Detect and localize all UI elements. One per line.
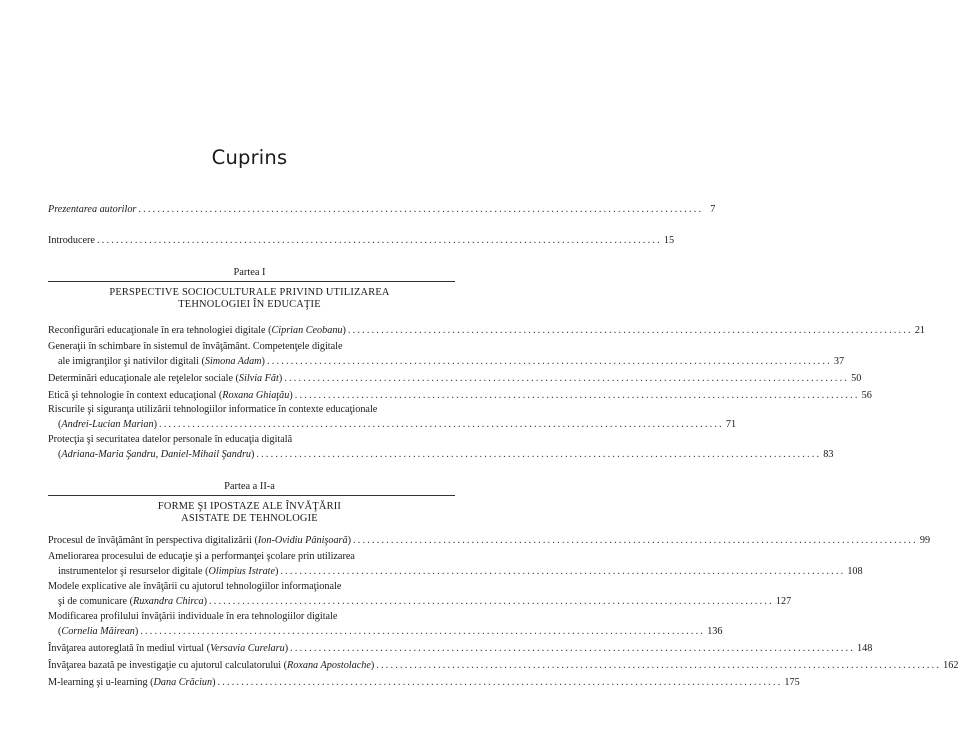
toc-entry-title: Prezentarea autorilor [48, 204, 137, 215]
toc-entry[interactable]: Învăţarea bazată pe investigaţie cu ajutorul calculatorului (Roxana Apostolache) ....................................................................................................................... 162 [48, 660, 958, 671]
toc-entry[interactable]: Riscurile şi siguranţa utilizării tehnologiilor informatice în contexte educaţionale (Andrei-Lucian Marian) ....................................................................................................................... 71 [48, 404, 737, 430]
part-label: Partea a II-a [224, 481, 275, 492]
toc-entry[interactable]: M-learning şi u-learning (Dana Crăciun) ....................................................................................................................... 175 [48, 677, 800, 688]
leader-dots: ....................................................................................................................... [96, 235, 662, 246]
leader-dots: ....................................................................................................................... [209, 596, 774, 607]
toc-entry[interactable]: Determinări educaţionale ale reţelelor sociale (Silvia Făt) ....................................................................................................................... 50 [48, 373, 862, 384]
leader-dots: ....................................................................................................................... [376, 660, 942, 671]
part-heading: PERSPECTIVE SOCIOCULTURALE PRIVIND UTILIZAREA TEHNOLOGIEI ÎN EDUCAŢIE [109, 287, 390, 310]
toc-page-number: 127 [775, 596, 792, 607]
leader-dots: ....................................................................................................................... [140, 626, 706, 637]
leader-dots: ....................................................................................................................... [158, 419, 724, 430]
toc-page-number: 37 [833, 356, 845, 367]
page-title: Cuprins [211, 146, 288, 169]
leader-dots: ....................................................................................................................... [290, 643, 855, 654]
toc-entry[interactable]: Reconfigurări educaţionale în era tehnologiei digitale (Ciprian Ceobanu) ....................................................................................................................... 21 [48, 325, 925, 336]
toc-page-number: 136 [707, 626, 723, 637]
toc-entry[interactable]: Învăţarea autoreglată în mediul virtual (Versavia Curelaru) ....................................................................................................................... 148 [48, 643, 873, 654]
toc-page-number: 7 [710, 204, 716, 215]
toc-page-number: 83 [823, 449, 834, 460]
toc-entry-prezentarea[interactable] [48, 202, 716, 215]
leader-dots: ....................................................................................................................... [266, 356, 832, 367]
leader-dots: ....................................................................................................................... [294, 390, 860, 401]
part-label: Partea I [233, 267, 266, 278]
leader-dots: ....................................................................................................................... [138, 204, 704, 215]
toc-entry[interactable]: Etică şi tehnologie în context educaţional (Roxana Ghiaţău) ....................................................................................................................... 56 [48, 390, 872, 401]
toc-page-number: 21 [914, 325, 925, 336]
part-heading: FORME ŞI IPOSTAZE ALE ÎNVĂŢĂRII ASISTATE DE TEHNOLOGIE [157, 501, 342, 524]
leader-dots: ....................................................................................................................... [353, 535, 918, 546]
toc-page-number: 50 [851, 373, 862, 384]
toc-entry-title: Introducere [48, 235, 95, 246]
toc-page-number: 175 [784, 677, 800, 688]
toc-entry-introducere[interactable] [48, 233, 675, 246]
leader-dots: ....................................................................................................................... [284, 373, 850, 384]
toc-page-number: 15 [663, 235, 675, 246]
leader-dots: ....................................................................................................................... [347, 325, 913, 336]
toc-page-number: 56 [861, 390, 872, 401]
toc-page-number: 71 [725, 419, 737, 430]
toc-entry[interactable]: Ameliorarea procesului de educaţie şi a performanţei şcolare prin utilizarea instrumentelor şi resurselor digitale (Olimpius Istrate) ....................................................................................................................... 108 [48, 551, 863, 577]
leader-dots: ....................................................................................................................... [217, 677, 783, 688]
toc-entry[interactable]: Modificarea profilului învăţării individuale în era tehnologiilor digitale (Cornelia Măirean) ....................................................................................................................... 136 [48, 611, 723, 637]
toc-page-number: 99 [919, 535, 931, 546]
part-divider [48, 495, 455, 496]
part-divider [48, 281, 455, 282]
toc-entry[interactable]: Procesul de învăţământ în perspectiva digitalizării (Ion-Ovidiu Pânişoară) ....................................................................................................................... 99 [48, 535, 931, 546]
toc-page-number: 162 [943, 660, 958, 671]
toc-page-number: 108 [847, 566, 863, 577]
leader-dots: ....................................................................................................................... [256, 449, 822, 460]
toc-entry[interactable]: Protecţia şi securitatea datelor personale în educaţia digitală (Adriana-Maria Şandru, Daniel-Mihail Şandru) ....................................................................................................................... 83 [48, 434, 834, 460]
toc-entry[interactable]: Modele explicative ale învăţării cu ajutorul tehnologiilor informaţionale şi de comunicare (Ruxandra Chirca) ....................................................................................................................... 127 [48, 581, 792, 607]
toc-page-number: 148 [857, 643, 873, 654]
leader-dots: ....................................................................................................................... [280, 566, 846, 577]
toc-entry[interactable]: Generaţii în schimbare în sistemul de învăţământ. Competenţele digitale ale imigranţilor şi nativilor digitali (Simona Adam) ....................................................................................................................... 37 [48, 341, 845, 367]
